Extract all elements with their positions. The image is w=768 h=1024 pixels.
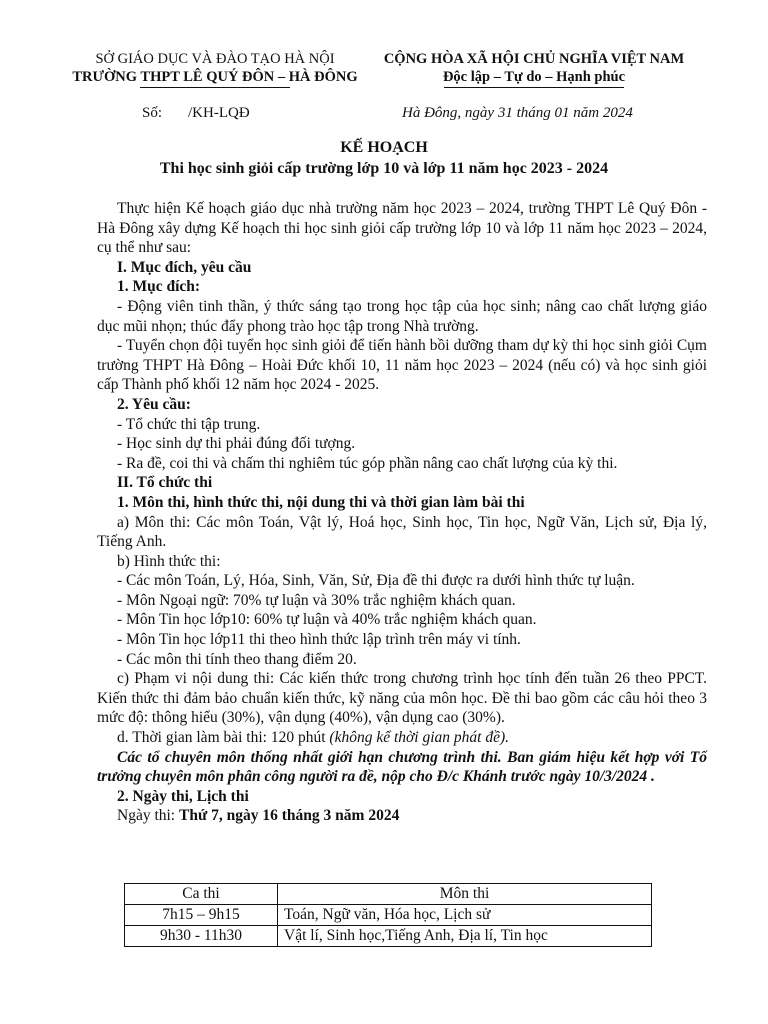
exam-duration-note: (không kể thời gian phát đề). — [329, 729, 509, 747]
column-header-subjects: Môn thi — [278, 884, 652, 905]
school-name-underline — [140, 87, 290, 88]
motto-underline — [444, 87, 624, 88]
requirement-item: - Ra đề, coi thi và chấm thi nghiêm túc góp phần nâng cao chất lượng của kỳ thi. — [117, 454, 618, 472]
purpose-item: - Tuyển chọn đội tuyển học sinh giỏi để tiến hành bồi dưỡng tham dự kỳ thi học sinh giỏi Cụm trường THPT Hà Đông – Hoài Đức khối 10, 11 năm học 2023 – 2024 (nếu có) và học sinh giỏi cấp Thành phố khối 12 năm học 2024 - 2025. — [97, 337, 707, 394]
table-row — [125, 905, 652, 926]
subjects-heading: 1. Môn thi, hình thức thi, nội dung thi và thời gian làm bài thi — [117, 493, 525, 511]
school-name: TRƯỜNG THPT LÊ QUÝ ĐÔN – HÀ ĐÔNG — [72, 69, 358, 85]
table-header-row — [125, 884, 652, 905]
exam-duration-paragraph — [97, 728, 707, 748]
schedule-heading: 2. Ngày thi, Lịch thi — [117, 787, 249, 805]
subjects-paragraph: a) Môn thi: Các môn Toán, Vật lý, Hoá học, Sinh học, Tin học, Ngữ Văn, Lịch sử, Địa lý, Tiếng Anh. — [97, 513, 707, 551]
document-date: Hà Đông, ngày 31 tháng 01 năm 2024 — [402, 105, 633, 121]
exam-format-item: - Các môn thi tính theo thang điểm 20. — [117, 650, 357, 668]
table-row — [125, 926, 652, 947]
requirement-item: - Tổ chức thi tập trung. — [117, 415, 261, 433]
exam-day-line — [97, 806, 707, 826]
exam-format-item: - Các môn Toán, Lý, Hóa, Sinh, Văn, Sử, Địa đề thi được ra dưới hình thức tự luận. — [117, 572, 635, 590]
requirements-heading: 2. Yêu cầu: — [117, 395, 191, 413]
section-2-heading: II. Tổ chức thi — [117, 474, 213, 492]
section-1-heading: I. Mục đích, yêu cầu — [117, 258, 252, 276]
subjects-cell: Toán, Ngữ văn, Hóa học, Lịch sử — [278, 905, 652, 926]
exam-format-item: - Môn Tin học lớp10: 60% tự luận và 40% trắc nghiệm khách quan. — [117, 611, 537, 629]
document-title: KẾ HOẠCH — [340, 139, 428, 156]
subjects-cell: Vật lí, Sinh học,Tiếng Anh, Địa lí, Tin học — [278, 926, 652, 947]
content-scope-paragraph: c) Phạm vi nội dung thi: Các kiến thức trong chương trình học tính đến tuần 26 theo PPCT. Kiến thức thi đảm bảo chuẩn kiến thức, kỹ năng của môn học. Đề thi bao gồm các câu hỏi theo 3 mức độ: thông hiểu (30%), vận dụng (40%), vận dụng cao (30%). — [97, 670, 707, 727]
document-subtitle: Thi học sinh giỏi cấp trường lớp 10 và lớp 11 năm học 2023 - 2024 — [159, 160, 609, 177]
session-time-cell: 9h30 - 11h30 — [125, 926, 278, 947]
exam-schedule-table — [124, 883, 652, 947]
purpose-item: - Động viên tinh thần, ý thức sáng tạo trong học tập của học sinh; nâng cao chất lượng giáo dục mũi nhọn; thúc đẩy phong trào học tập trong Nhà trường. — [97, 297, 707, 335]
instruction-paragraph: Các tổ chuyên môn thống nhất giới hạn chương trình thi. Ban giám hiệu kết hợp với Tổ trưởng chuyên môn phân công người ra đề, nộp cho Đ/c Khánh trước ngày 10/3/2024 . — [97, 748, 707, 786]
requirement-item: - Học sinh dự thi phải đúng đối tượng. — [117, 435, 356, 453]
exam-format-item: - Môn Ngoại ngữ: 70% tự luận và 30% trắc nghiệm khách quan. — [117, 591, 516, 609]
national-motto: Độc lập – Tự do – Hạnh phúc — [442, 69, 626, 85]
purpose-heading: 1. Mục đích: — [117, 278, 201, 296]
national-header — [375, 50, 693, 88]
country-name: CỘNG HÒA XÃ HỘI CHỦ NGHĨA VIỆT NAM — [383, 51, 685, 67]
number-label: Số: — [142, 105, 163, 121]
column-header-session: Ca thi — [125, 884, 278, 905]
issuer-header — [60, 50, 370, 88]
session-time-cell: 7h15 – 9h15 — [125, 905, 278, 926]
number-code: /KH-LQĐ — [188, 105, 250, 121]
exam-format-heading: b) Hình thức thi: — [117, 552, 221, 570]
exam-duration-text: d. Thời gian làm bài thi: 120 phút — [117, 729, 330, 747]
department-name: SỞ GIÁO DỤC VÀ ĐÀO TẠO HÀ NỘI — [95, 51, 335, 67]
exam-day-value: Thứ 7, ngày 16 tháng 3 năm 2024 — [179, 807, 400, 825]
document-number — [142, 105, 250, 122]
document-body — [97, 199, 707, 826]
exam-day-label: Ngày thi: — [117, 807, 179, 825]
exam-format-item: - Môn Tin học lớp11 thi theo hình thức lập trình trên máy vi tính. — [117, 631, 521, 649]
intro-paragraph: Thực hiện Kế hoạch giáo dục nhà trường năm học 2023 – 2024, trường THPT Lê Quý Đôn - Hà Đông xây dựng Kế hoạch thi học sinh giỏi cấp trường lớp 10 và lớp 11 năm học 2023 – 2024, cụ thể như sau: — [97, 200, 707, 257]
